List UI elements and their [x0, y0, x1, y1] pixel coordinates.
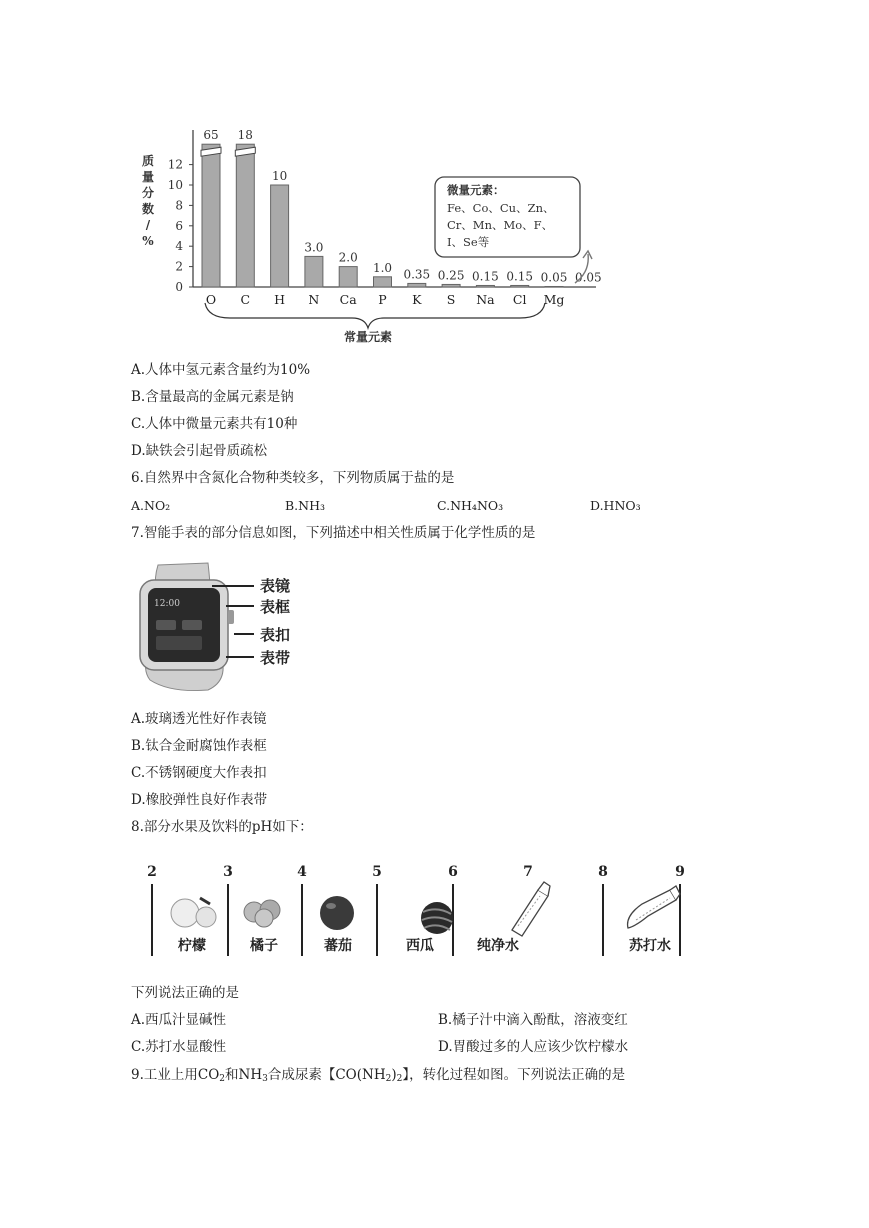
q7-option-d: D.橡胶弹性良好作表带 — [131, 792, 268, 808]
x-tick-label: C — [240, 292, 251, 307]
q6-option-b: B.NH₃ — [285, 498, 326, 513]
y-axis-label-char: 质 — [141, 154, 155, 168]
data-label: 3.0 — [304, 240, 324, 255]
q5-option-d: D.缺铁会引起骨质疏松 — [131, 443, 268, 459]
q8-option-b: B.橘子汁中滴入酚酞，溶液变红 — [438, 1012, 628, 1028]
lemon-icon — [171, 898, 216, 927]
data-label: 1.0 — [372, 260, 393, 275]
data-label: 2.0 — [338, 250, 358, 265]
bar-O — [202, 144, 220, 287]
callout-title: 微量元素： — [447, 183, 505, 197]
label-orange: 橘子 — [250, 938, 278, 954]
ph-number: 9 — [675, 864, 685, 880]
extra-data-label: 0.05 — [574, 270, 602, 285]
y-tick-label: 2 — [175, 259, 183, 274]
label-watch-glass: 表镜 — [260, 577, 291, 595]
data-label: 65 — [203, 128, 219, 143]
y-axis-label-char: % — [142, 234, 154, 248]
smartwatch-figure — [130, 560, 330, 695]
q5-option-b: B.含量最高的金属元素是钠 — [131, 389, 294, 405]
ph-number: 7 — [523, 864, 533, 880]
label-soda-water: 苏打水 — [629, 938, 671, 954]
q6-option-d: D.HNO₃ — [590, 498, 641, 513]
x-tick-label: P — [378, 292, 387, 307]
y-axis-label-char: 数 — [141, 202, 155, 216]
q8-option-d: D.胃酸过多的人应该少饮柠檬水 — [438, 1039, 629, 1055]
bar-S — [442, 284, 460, 287]
bar-P — [374, 277, 392, 287]
x-tick-label: O — [205, 292, 217, 307]
data-label: 0.15 — [506, 269, 534, 284]
q8-option-a: A.西瓜汁显碱性 — [131, 1012, 227, 1028]
watermelon-icon — [421, 902, 453, 934]
ph-number: 6 — [448, 864, 458, 880]
q5-option-c: C.人体中微量元素共有10种 — [131, 416, 298, 432]
y-tick-label: 8 — [175, 198, 183, 213]
x-tick-label: K — [412, 292, 422, 307]
data-label: 0.15 — [472, 269, 499, 284]
bar-Mg — [545, 286, 563, 287]
soda-water-bottle-icon — [628, 886, 680, 928]
callout-line-2: Cr、Mn、Mo、F、 — [447, 218, 554, 232]
q7-stem: 7.智能手表的部分信息如图，下列描述中相关性质属于化学性质的是 — [131, 525, 536, 541]
data-label: 0.05 — [540, 270, 568, 285]
x-tick-label: N — [308, 292, 320, 307]
ph-number: 5 — [372, 864, 382, 880]
q6-option-c: C.NH₄NO₃ — [437, 498, 504, 513]
bar-N — [305, 256, 323, 287]
q6-option-a: A.NO₂ — [131, 498, 171, 513]
y-tick-label: 10 — [167, 178, 183, 192]
x-tick-label: H — [274, 292, 286, 307]
ph-number: 8 — [598, 864, 608, 880]
label-watch-buckle: 表扣 — [260, 626, 291, 644]
x-tick-label: Na — [476, 292, 495, 307]
q5-option-a: A.人体中氢元素含量约为10% — [131, 362, 311, 378]
q6-stem: 6.自然界中含氮化合物种类较多，下列物质属于盐的是 — [131, 470, 455, 486]
q8-stem: 8.部分水果及饮料的pH如下： — [131, 819, 313, 835]
x-tick-label: S — [446, 292, 456, 307]
label-watermelon: 西瓜 — [406, 938, 434, 954]
data-label: 18 — [237, 128, 253, 143]
ph-number: 3 — [223, 864, 233, 880]
svg-text:12:00: 12:00 — [154, 599, 180, 609]
ph-number: 4 — [297, 864, 307, 880]
callout-line-1: Fe、Co、Cu、Zn、 — [447, 201, 555, 215]
y-axis-label-char: 分 — [141, 186, 155, 200]
q7-option-a: A.玻璃透光性好作表镜 — [131, 711, 267, 727]
q7-option-c: C.不锈钢硬度大作表扣 — [131, 765, 267, 781]
group-label: 常量元素 — [343, 330, 393, 344]
label-watch-frame: 表框 — [260, 598, 291, 616]
pure-water-bottle-icon — [512, 882, 550, 936]
bar-Cl — [511, 285, 529, 287]
y-tick-label: 6 — [175, 218, 183, 233]
orange-icon — [244, 900, 280, 927]
label-lemon: 柠檬 — [178, 938, 206, 954]
bar-C — [236, 144, 254, 287]
x-tick-label: Cl — [512, 292, 527, 307]
q8-option-c: C.苏打水显酸性 — [131, 1039, 227, 1055]
x-tick-label: Ca — [339, 292, 357, 307]
data-label: 0.25 — [437, 268, 465, 283]
bar-Ca — [339, 267, 357, 287]
tomato-icon — [320, 896, 354, 930]
bar-Na — [476, 285, 494, 287]
y-tick-label: 4 — [175, 239, 183, 254]
label-watch-strap: 表带 — [260, 649, 291, 667]
q9-stem: 9.工业上用$CO_2$和$NH_3$合成尿素【$CO(NH_2)_2$】，转化过程如图。下列说法正确的是 — [131, 1067, 626, 1084]
bar-K — [408, 283, 426, 287]
label-pure-water: 纯净水 — [477, 938, 519, 954]
element-chart — [0, 0, 869, 350]
q8-prompt: 下列说法正确的是 — [131, 985, 239, 1001]
data-label: 10 — [271, 169, 288, 183]
q7-option-b: B.钛合金耐腐蚀作表框 — [131, 738, 267, 754]
x-tick-label: Mg — [543, 292, 565, 307]
label-tomato: 蕃茄 — [324, 938, 352, 954]
y-tick-label: 12 — [167, 157, 183, 172]
data-label: 0.35 — [403, 267, 431, 282]
y-tick-label: 0 — [175, 280, 183, 294]
bar-H — [271, 185, 289, 287]
y-axis-label — [142, 153, 154, 248]
ph-number: 2 — [147, 864, 157, 880]
callout-line-3: I、Se等 — [447, 235, 490, 249]
y-axis-label-char: / — [145, 218, 151, 232]
ph-scale-figure — [130, 860, 710, 980]
y-axis-label-char: 量 — [141, 170, 155, 184]
